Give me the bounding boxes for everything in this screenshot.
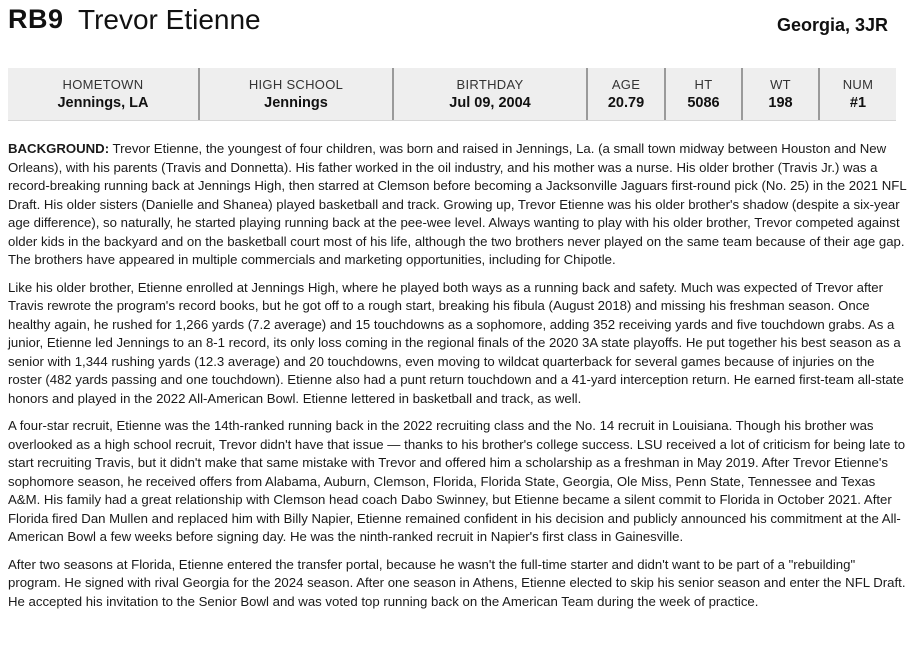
school-class: Georgia, 3JR [776,15,888,35]
stat-birthday [394,68,588,120]
bio-paragraph-background [8,140,908,270]
stat-label: HIGH SCHOOL [248,77,344,92]
stat-value: 198 [768,95,793,111]
stat-value: Jennings [264,95,328,111]
stat-value: #1 [849,95,867,111]
player-header [8,2,896,42]
stat-label: HT [694,77,713,92]
bio-paragraph-high-school: Like his older brother, Etienne enrolled at Jennings High, where he played both ways as a running back and safety. Much was expected of Trevor after Travis rewrote the program's record books, but he got off to a rough start, breaking his fibula (August 2018) and missing his freshman season. Once healthy again, he rushed for 1,266 yards (7.2 average) and 15 touchdowns as a sophomore, adding 352 receiving yards and five touchdown grabs. As a junior, Etienne led Jennings to an 8-1 record, its only loss coming in the regional finals of the 2020 3A state playoffs. He put together his best season as a senior with 1,344 rushing yards (12.3 average) and 20 touchdowns, even moving to wildcat quarterback for several games because of injuries on the roster (482 yards passing and one touchdown). Etienne also had a punt return touchdown and a 41-yard interception return. He earned first-team all-state honors and played in the 2022 All-American Bowl. Etienne lettered in basketball and track, as well. [8,279,904,406]
stat-value: Jul 09, 2004 [449,95,531,111]
bio-paragraph-recruiting: A four-star recruit, Etienne was the 14th-ranked running back in the 2022 recruiting class and the No. 14 recruit in Louisiana. Though his brother was overlooked as a high school recruit, Trevor didn't have that issue — thanks to his brother's college success. LSU received a lot of criticism for being late to start recruiting Travis, but it didn't make that same mistake with Trevor and offered him a scholarship as a freshman in May 2019. After Trevor Etienne's sophomore season, he received offers from Alabama, Auburn, Clemson, Florida, Florida State, Georgia, Ole Miss, Penn State, Tennessee and Texas A&M. His family had a great relationship with Clemson head coach Dabo Swinney, but Etienne became a silent commit to Florida in October 2021. After Florida fired Dan Mullen and replaced him with Billy Napier, Etienne remained confident in his decision and publicly announced his commitment at the All-American Bowl a few weeks before signing day. He was the ninth-ranked recruit in Napier's first class in Gainesville. [8,418,906,544]
stat-label: AGE [611,77,641,92]
position-rank: RB9 [8,4,64,34]
stat-hometown [8,68,200,120]
stat-value: Jennings, LA [57,95,149,111]
stat-label: NUM [842,77,874,92]
stats-bar [8,68,896,121]
background-label: BACKGROUND: [8,141,110,156]
stat-label: BIRTHDAY [456,77,524,92]
stat-value: 5086 [687,95,720,111]
bio-text: Trevor Etienne, the youngest of four children, was born and raised in Jennings, La. (a small town midway between Houston and New Orleans), with his parents (Travis and Donnetta). His father worked in the oil industry, and his mother was a nurse. His older brother (Travis Jr.) was a record-breaking running back at Jennings High, then starred at Clemson before becoming a Jacksonville Jaguars first-round pick (No. 25) in the 2021 NFL Draft. His older sisters (Danielle and Shanea) played basketball and track. Growing up, Trevor Etienne was his older brother's shadow (despite a six-year age difference), so naturally, he started playing running back at the pee-wee level. Always wanting to play with his older brother, Trevor competed against older kids in the backyard and on the basketball court most of his life, although the two brothers never played on the same team because of their age gap. The brothers have appeared in multiple commercials and marketing opportunities, including for Chipotle. [8,141,907,267]
stat-number [820,68,896,120]
stat-label: HOMETOWN [62,77,144,92]
stat-value: 20.79 [607,95,645,111]
stat-weight [743,68,820,120]
stat-high-school [200,68,394,120]
stat-height [666,68,743,120]
stat-label: WT [770,77,791,92]
player-name: Trevor Etienne [78,4,261,35]
stat-age [588,68,666,120]
biography [8,140,908,620]
bio-paragraph-college: After two seasons at Florida, Etienne entered the transfer portal, because he wasn't the full-time starter and didn't want to be part of a "rebuilding" program. He signed with rival Georgia for the 2024 season. After one season in Athens, Etienne elected to skip his senior season and enter the NFL Draft. He accepted his invitation to the Senior Bowl and was voted top running back on the American Team during the week of practice. [8,556,906,609]
